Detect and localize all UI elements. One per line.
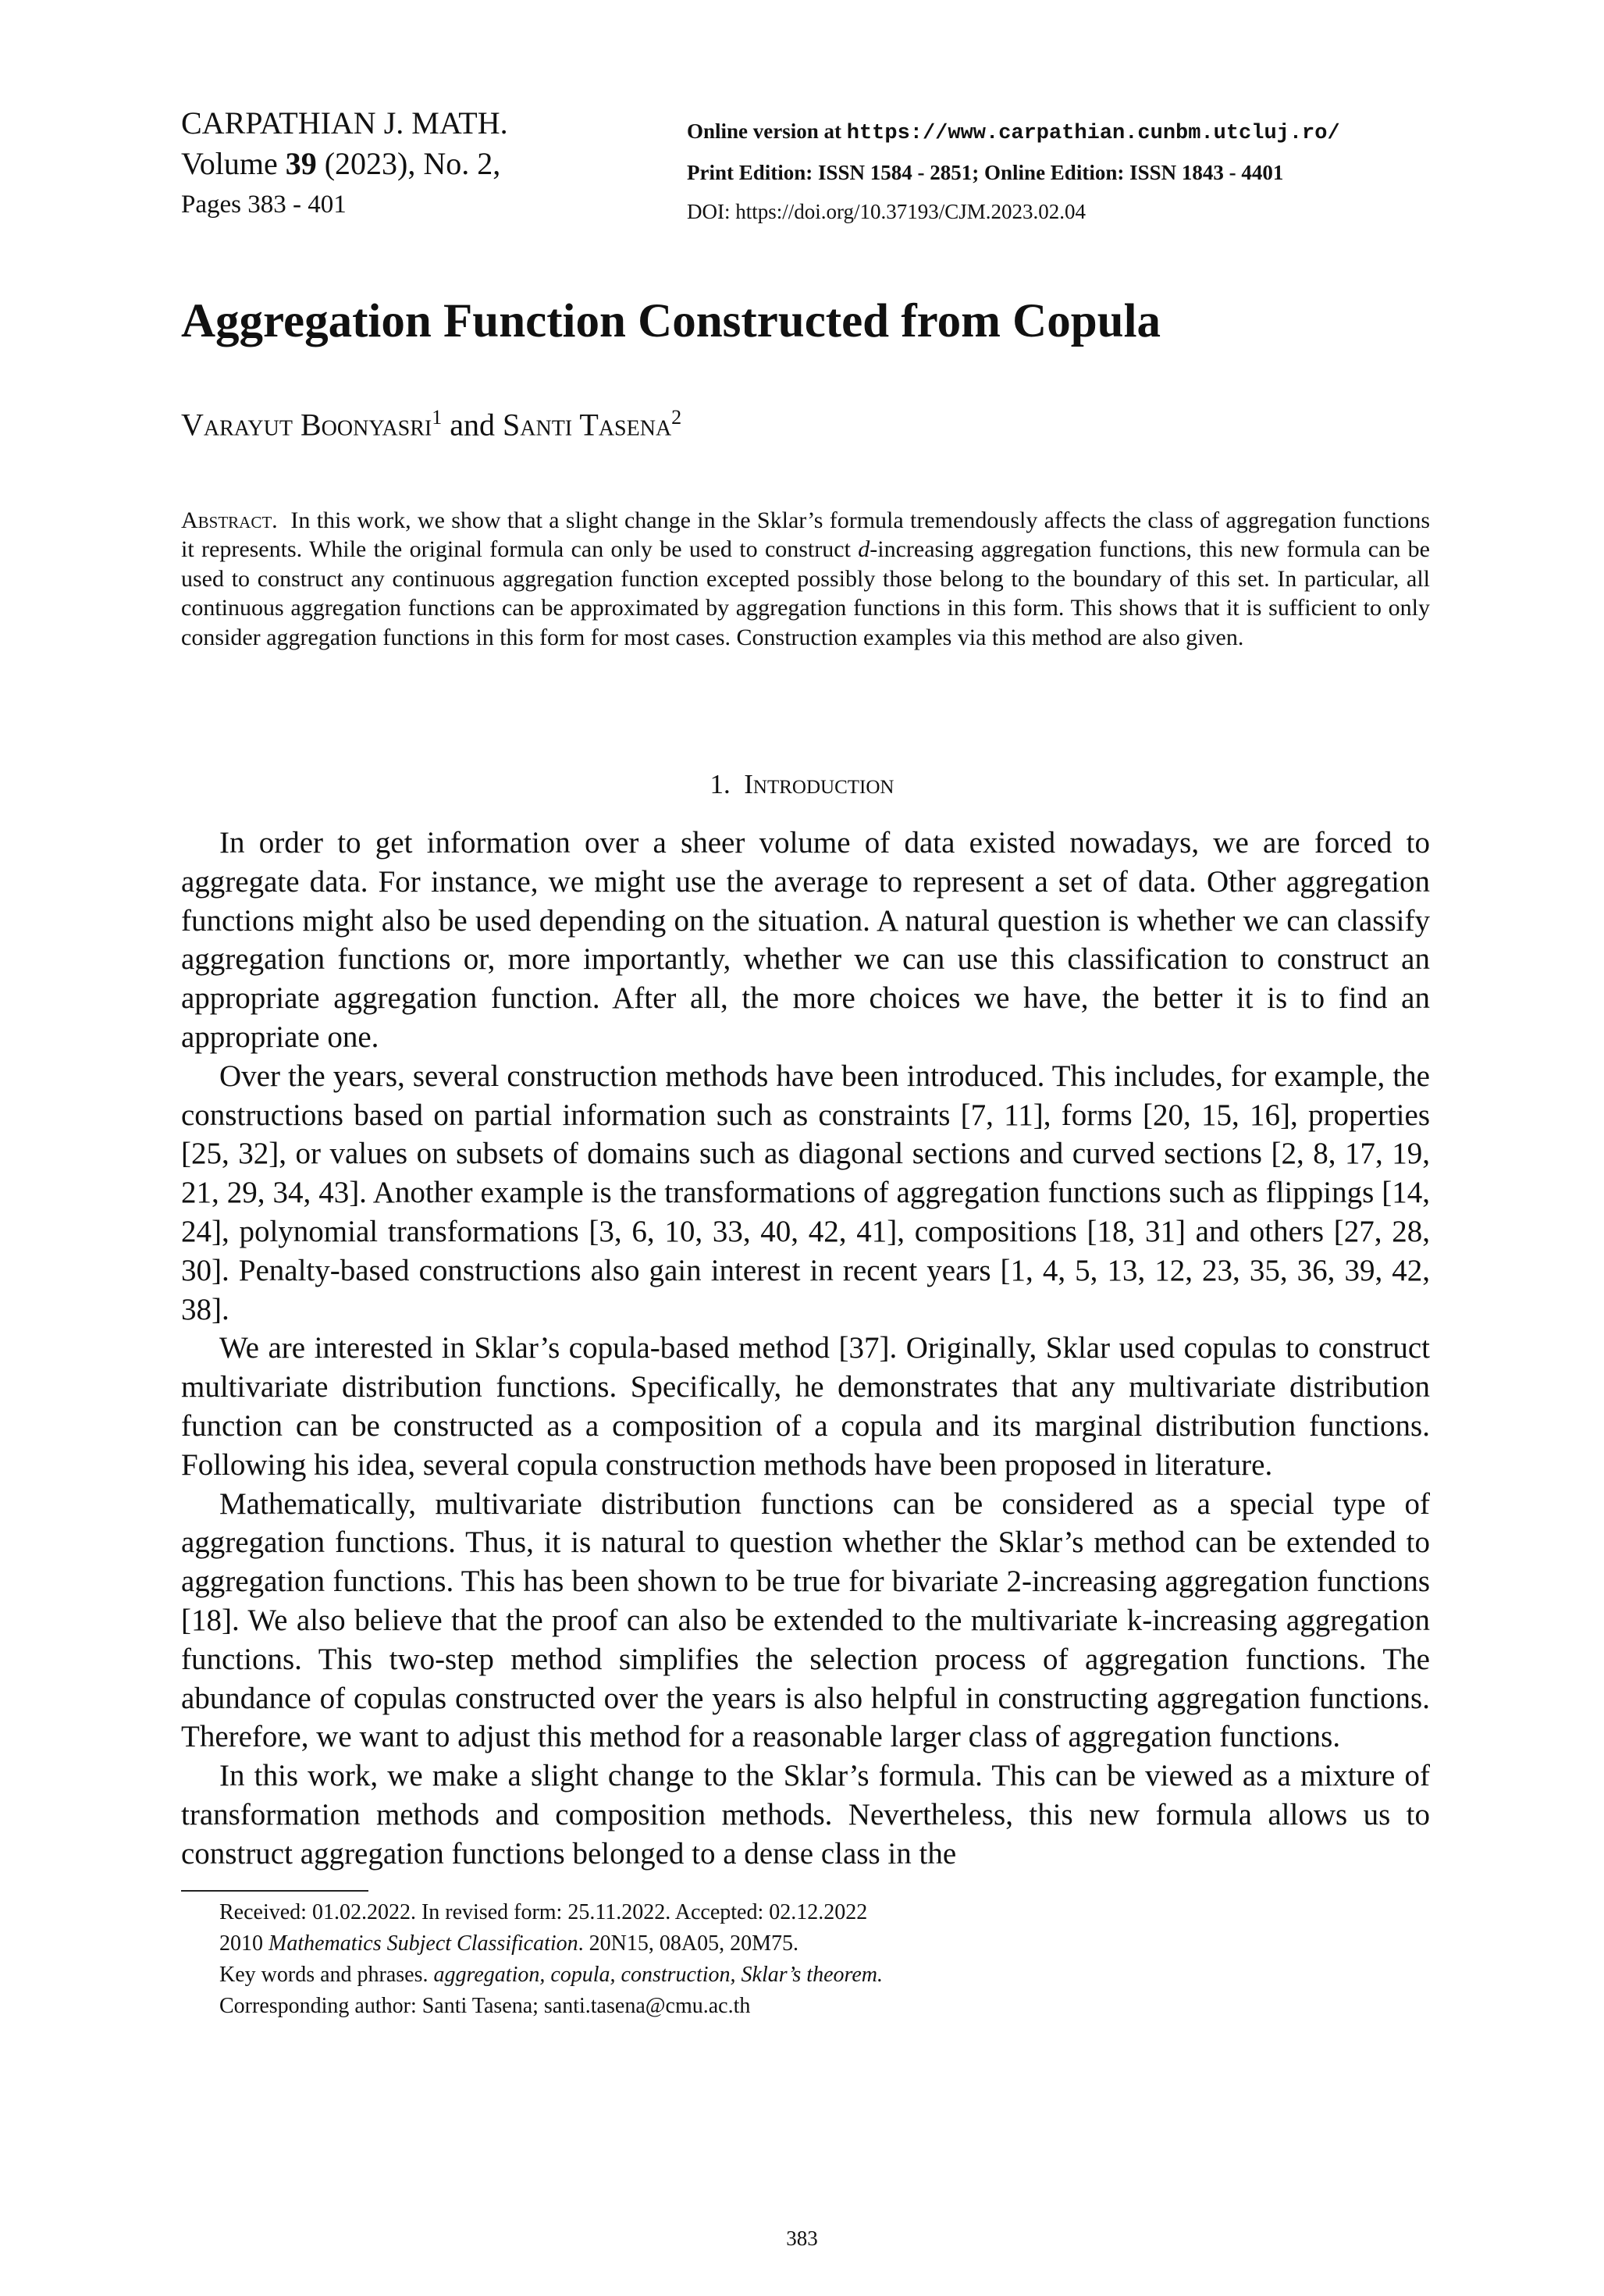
- author-2-affiliation-mark: 2: [671, 406, 682, 429]
- keywords-label: Key words and phrases.: [219, 1963, 434, 1987]
- section-number: 1.: [710, 769, 731, 799]
- keywords-list: aggregation, copula, construction, Sklar’s theorem.: [433, 1963, 884, 1987]
- footnote-received: Received: 01.02.2022. In revised form: 25.11.2022. Accepted: 02.12.2022: [219, 1900, 868, 1924]
- paragraph: We are interested in Sklar’s copula-based method [37]. Originally, Sklar used copulas to construct multivariate distribution functions. Specifically, he demonstrates that any multivariate distribution function can be constructed as a composition of a copula and its marginal distribution functions. Following his idea, several copula construction methods have been proposed in literature.: [181, 1331, 1430, 1482]
- abstract-variable: d: [858, 536, 870, 563]
- paragraph: In this work, we make a slight change to the Sklar’s formula. This can be viewed as a mixture of transformation methods and composition methods. Nevertheless, this new formula allows us to construct aggregation functions belonged to a dense class in the: [181, 1759, 1430, 1871]
- msc-codes: . 20N15, 08A05, 20M75.: [578, 1931, 798, 1956]
- pages-range: Pages 383 - 401: [181, 190, 347, 219]
- section-heading: [0, 769, 1604, 800]
- abstract-text-part-2: -increasing aggregation functions, this new formula can be used to construct any continuous aggregation function excepted possibly those belong to the boundary of this set. In particular, all continuous aggregation functions can be approximated by aggregation functions in this form. This shows that it is sufficient to only consider aggregation functions in this form for most cases. Construction examples via this method are also given.: [181, 536, 1430, 650]
- issn-text: Print Edition: ISSN 1584 - 2851; Online Edition: ISSN 1843 - 4401: [687, 161, 1284, 184]
- author-1: Varayut Boonyasri: [181, 407, 432, 443]
- online-version-line: [687, 112, 1467, 153]
- author-1-affiliation-mark: 1: [432, 406, 443, 429]
- footnote-rule: [181, 1890, 368, 1892]
- body-text: [181, 824, 1430, 1874]
- footnote-corresponding-author: Corresponding author: Santi Tasena; santi.tasena@cmu.ac.th: [219, 1994, 751, 2018]
- volume-suffix: (2023), No. 2,: [316, 146, 501, 181]
- abstract: [181, 506, 1430, 652]
- volume-line: [181, 144, 681, 184]
- paragraph: Over the years, several construction methods have been introduced. This includes, for example, the constructions based on partial information such as constraints [7, 11], forms [20, 15, 16], properties [25, 32], or values on subsets of domains such as diagonal sections and curved sections [2, 8, 17, 19, 21, 29, 34, 43]. Another example is the transformations of aggregation functions such as flippings [14, 24], polynomial transformations [3, 6, 10, 33, 40, 42, 41], compositions [18, 31] and others [27, 28, 30]. Penalty-based constructions also gain interest in recent years [1, 4, 5, 13, 12, 23, 35, 36, 39, 42, 38].: [181, 1059, 1430, 1326]
- paragraph: Mathematically, multivariate distribution functions can be considered as a special type of aggregation functions. Thus, it is natural to question whether the Sklar’s method can be extended to aggregation functions. This has been shown to be true for bivariate 2-increasing aggregation functions [18]. We also believe that the proof can also be extended to the multivariate k-increasing aggregation functions. This two-step method simplifies the selection process of aggregation functions. The abundance of copulas constructed over the years is also helpful in constructing aggregation functions. Therefore, we want to adjust this method for a reasonable larger class of aggregation functions.: [181, 1486, 1430, 1754]
- section-title: Introduction: [744, 769, 894, 799]
- author-conjunction: and: [442, 407, 503, 443]
- journal-name: CARPATHIAN J. MATH.: [181, 105, 508, 141]
- footnote-keywords: [219, 1960, 1437, 1989]
- journal-url[interactable]: https://www.carpathian.cunbm.utcluj.ro/: [846, 122, 1340, 145]
- footnote-msc: [219, 1929, 1437, 1958]
- paper-title: Aggregation Function Constructed from Copula: [181, 295, 1161, 347]
- msc-label: Mathematics Subject Classification: [269, 1931, 578, 1956]
- online-prefix: Online version at: [687, 119, 847, 143]
- volume-number: 39: [285, 146, 317, 181]
- author-2: Santi Tasena: [503, 407, 672, 443]
- volume-prefix: Volume: [181, 146, 286, 181]
- paragraph: In order to get information over a sheer volume of data existed nowadays, we are forced to aggregate data. For instance, we might use the average to represent a set of data. Other aggregation functions might also be used depending on the situation. A natural question is whether we can classify aggregation functions or, more importantly, whether we can use this classification to construct an appropriate aggregation function. After all, the more choices we have, the better it is to find an appropriate one.: [181, 826, 1430, 1054]
- msc-year: 2010: [219, 1931, 269, 1956]
- doi-line[interactable]: DOI: https://doi.org/10.37193/CJM.2023.02.04: [687, 200, 1087, 223]
- journal-masthead: [181, 103, 681, 225]
- page-number: 383: [786, 2227, 818, 2250]
- author-line: [181, 406, 1430, 443]
- publication-info: [687, 112, 1467, 231]
- abstract-label: Abstract.: [181, 507, 278, 533]
- issn-line: [687, 153, 1467, 192]
- abstract-text-part-1: In this work, we show that a slight change in the Sklar’s formula tremendously affects the class of aggregation functions it represents. While the original formula can only be used to construct: [181, 507, 1431, 563]
